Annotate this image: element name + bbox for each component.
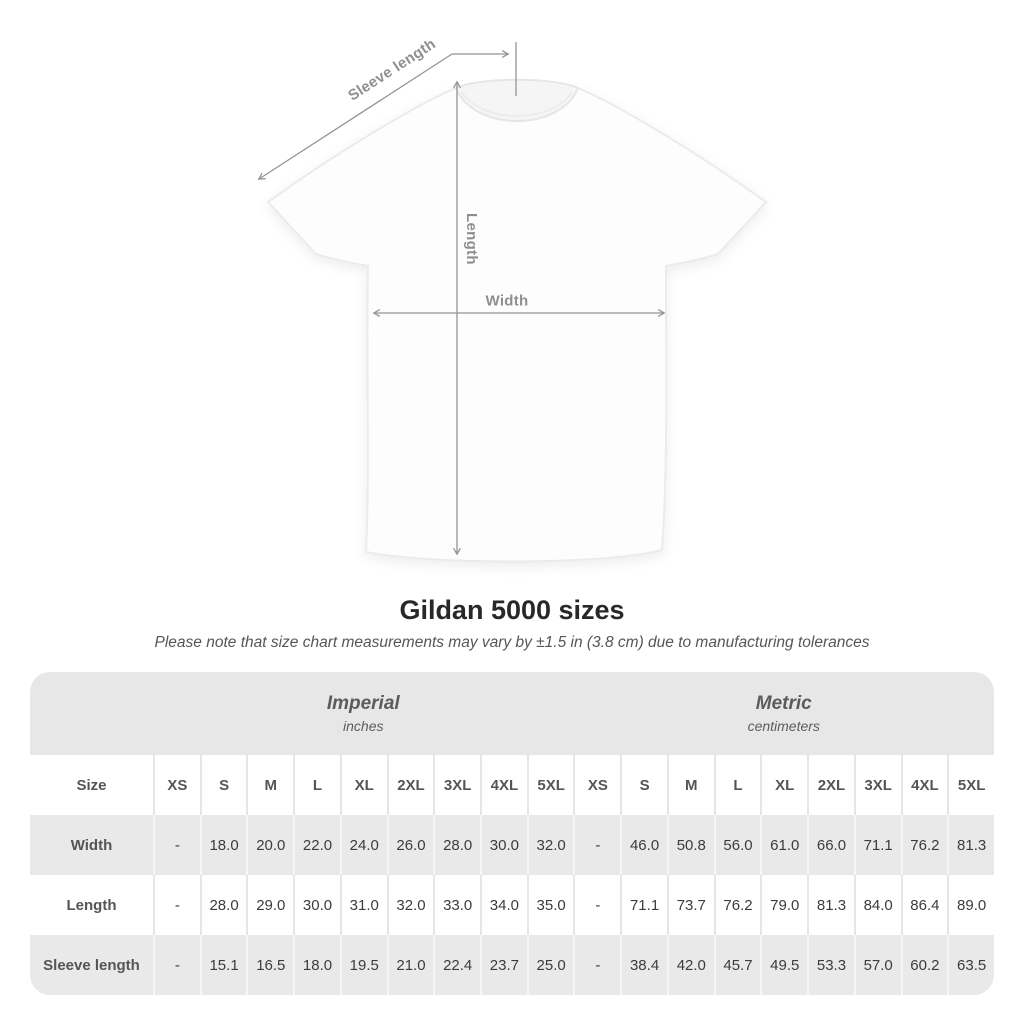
metric-value-cell: -	[573, 935, 620, 995]
size-header-metric-s: S	[620, 755, 667, 815]
imperial-value-cell: 34.0	[480, 875, 527, 935]
row-label: Length	[66, 896, 117, 914]
metric-value-cell: 38.4	[620, 935, 667, 995]
imperial-value-cell: 32.0	[387, 875, 434, 935]
imperial-value-cell: 30.0	[480, 815, 527, 875]
metric-value-cell: 76.2	[714, 875, 761, 935]
metric-value-cell: 45.7	[714, 935, 761, 995]
imperial-value-cell: 21.0	[387, 935, 434, 995]
row-label: Width	[70, 836, 113, 854]
imperial-value-cell: 28.0	[433, 815, 480, 875]
metric-value-cell: 76.2	[901, 815, 948, 875]
imperial-value-cell: 24.0	[340, 815, 387, 875]
metric-value-cell: -	[573, 875, 620, 935]
size-header-imperial-2xl: 2XL	[387, 755, 434, 815]
size-header-imperial-xs: XS	[153, 755, 200, 815]
size-header-imperial-l: L	[293, 755, 340, 815]
size-header-imperial-4xl: 4XL	[480, 755, 527, 815]
imperial-value-cell: 32.0	[527, 815, 574, 875]
size-header-metric-l: L	[714, 755, 761, 815]
unit-group-header	[30, 672, 994, 755]
imperial-value-cell: 18.0	[293, 935, 340, 995]
imperial-value-cell: -	[153, 935, 200, 995]
metric-value-cell: -	[573, 815, 620, 875]
measurement-row-length	[30, 875, 994, 935]
size-header-metric-m: M	[667, 755, 714, 815]
imperial-value-cell: 22.4	[433, 935, 480, 995]
metric-value-cell: 50.8	[667, 815, 714, 875]
size-table	[30, 672, 994, 995]
imperial-value-cell: 29.0	[246, 875, 293, 935]
metric-value-cell: 42.0	[667, 935, 714, 995]
width-label: Width	[485, 292, 529, 310]
page-title: Gildan 5000 sizes	[399, 595, 625, 625]
imperial-value-cell: 19.5	[340, 935, 387, 995]
imperial-value-cell: 22.0	[293, 815, 340, 875]
imperial-value-cell: 28.0	[200, 875, 247, 935]
imperial-value-cell: 20.0	[246, 815, 293, 875]
size-header-metric-5xl: 5XL	[947, 755, 994, 815]
size-header-imperial-5xl: 5XL	[527, 755, 574, 815]
measurement-row-sleeve-length	[30, 935, 994, 995]
imperial-value-cell: 33.0	[433, 875, 480, 935]
metric-value-cell: 57.0	[854, 935, 901, 995]
imperial-value-cell: 35.0	[527, 875, 574, 935]
size-header-metric-3xl: 3XL	[854, 755, 901, 815]
metric-value-cell: 81.3	[807, 875, 854, 935]
sleeve-length-label: Sleeve length	[345, 35, 439, 105]
metric-value-cell: 60.2	[901, 935, 948, 995]
imperial-value-cell: 16.5	[246, 935, 293, 995]
size-header-imperial-m: M	[246, 755, 293, 815]
metric-value-cell: 89.0	[947, 875, 994, 935]
metric-value-cell: 66.0	[807, 815, 854, 875]
imperial-value-cell: 23.7	[480, 935, 527, 995]
metric-group-name: Metric	[755, 693, 812, 714]
imperial-group-unit: inches	[343, 718, 384, 734]
metric-value-cell: 86.4	[901, 875, 948, 935]
metric-value-cell: 84.0	[854, 875, 901, 935]
metric-value-cell: 49.5	[760, 935, 807, 995]
size-header-imperial-s: S	[200, 755, 247, 815]
metric-value-cell: 46.0	[620, 815, 667, 875]
tolerance-note: Please note that size chart measurements may vary by ±1.5 in (3.8 cm) due to manufacturing tolerances	[154, 634, 870, 651]
imperial-value-cell: -	[153, 875, 200, 935]
metric-group-unit: centimeters	[747, 718, 820, 734]
imperial-value-cell: 30.0	[293, 875, 340, 935]
row-label: Sleeve length	[43, 956, 140, 974]
size-header-imperial-3xl: 3XL	[433, 755, 480, 815]
metric-value-cell: 71.1	[854, 815, 901, 875]
metric-value-cell: 53.3	[807, 935, 854, 995]
size-column-header: Size	[76, 776, 107, 794]
size-header-imperial-xl: XL	[340, 755, 387, 815]
length-label: Length	[463, 213, 480, 265]
imperial-value-cell: 25.0	[527, 935, 574, 995]
imperial-value-cell: 15.1	[200, 935, 247, 995]
imperial-group-header	[153, 672, 574, 755]
imperial-value-cell: -	[153, 815, 200, 875]
measurement-row-width	[30, 815, 994, 875]
imperial-value-cell: 18.0	[200, 815, 247, 875]
metric-value-cell: 71.1	[620, 875, 667, 935]
metric-value-cell: 79.0	[760, 875, 807, 935]
size-header-metric-xs: XS	[573, 755, 620, 815]
size-header-metric-4xl: 4XL	[901, 755, 948, 815]
metric-value-cell: 63.5	[947, 935, 994, 995]
metric-group-header	[574, 672, 995, 755]
metric-value-cell: 61.0	[760, 815, 807, 875]
size-header-metric-2xl: 2XL	[807, 755, 854, 815]
imperial-value-cell: 31.0	[340, 875, 387, 935]
size-header-row	[30, 755, 994, 815]
metric-value-cell: 56.0	[714, 815, 761, 875]
metric-value-cell: 81.3	[947, 815, 994, 875]
imperial-group-name: Imperial	[326, 693, 400, 714]
metric-value-cell: 73.7	[667, 875, 714, 935]
tshirt-shape	[268, 80, 766, 562]
size-header-metric-xl: XL	[760, 755, 807, 815]
imperial-value-cell: 26.0	[387, 815, 434, 875]
